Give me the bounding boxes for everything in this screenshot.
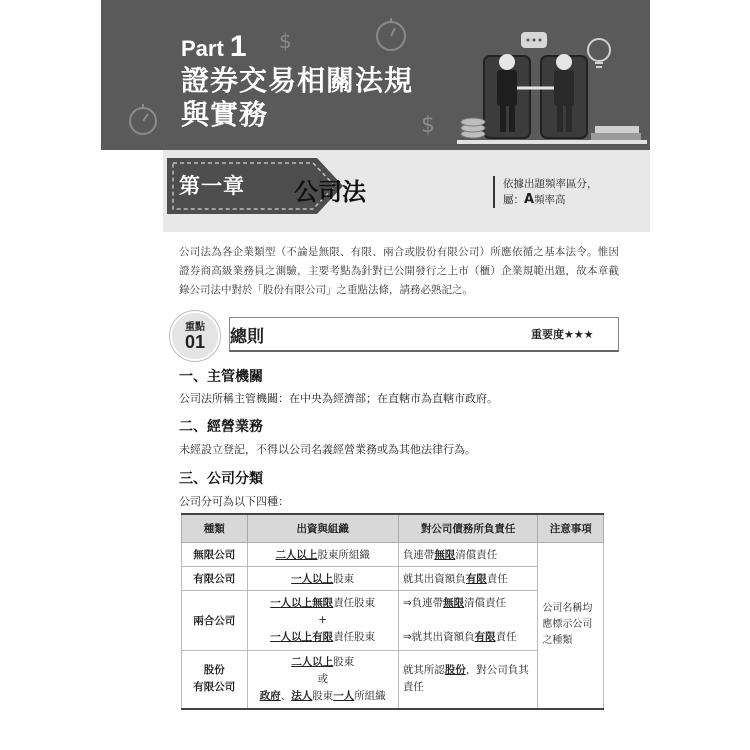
importance-rating: 重要度★★★ <box>531 328 594 341</box>
cell-capital: 二人以上股東所組織 <box>247 543 398 567</box>
part-title: 證券交易相關法規 與實務 <box>181 64 414 131</box>
dollar-icon-2: $ <box>421 113 435 138</box>
cell-capital: 一人以上無限責任股東 + 一人以上有限責任股東 <box>247 591 398 651</box>
cell-liability: 就其所認股份，對公司負其責任 <box>398 651 538 709</box>
cell-liability: ⇒負連帶無限清償責任 ⇒就其出資額負有限責任 <box>398 591 538 651</box>
cell-notes: 公司名稱均應標示公司之種類 <box>538 543 604 709</box>
point-title: 總則 <box>230 327 264 347</box>
section-text-authority: 公司法所稱主管機關：在中央為經濟部；在直轄市為直轄市政府。 <box>179 392 498 405</box>
chapter-title: 公司法 <box>294 178 366 206</box>
cell-type: 兩合公司 <box>182 591 248 651</box>
section-heading-classification: 三、公司分類 <box>179 471 263 487</box>
company-types-table <box>181 513 604 710</box>
col-header-type: 種類 <box>182 514 248 543</box>
part-header-banner <box>101 0 650 150</box>
cell-capital: 二人以上股東 或 政府、法人股東一人所組織 <box>247 651 398 709</box>
chapter-intro: 公司法為各企業類型（不論是無限、有限、兩合或股份有限公司）所應依循之基本法令。惟因證券商高級業務員之測驗，主要考點為針對已公開發行之上市（櫃）企業規範出題，故本章截錄公司法中對於「股份有限公司」之重點法條，請務必熟記之。 <box>179 246 619 296</box>
part-label: Part 1 <box>181 30 247 63</box>
cell-liability: 就其出資額負有限責任 <box>398 567 538 591</box>
section-heading-authority: 一、主管機關 <box>179 369 263 385</box>
books-stack <box>591 126 641 140</box>
stopwatch-icon <box>130 104 156 134</box>
table-row <box>182 543 604 567</box>
section-text-business: 未經設立登記，不得以公司名義經營業務或為其他法律行為。 <box>179 443 476 456</box>
section-heading-business: 二、經營業務 <box>179 419 263 435</box>
chapter-number: 第一章 <box>179 174 245 198</box>
ground-line <box>457 140 647 144</box>
col-header-notes: 注意事項 <box>538 514 604 543</box>
cell-type: 無限公司 <box>182 543 248 567</box>
dollar-icon: $ <box>279 29 292 53</box>
cell-capital: 一人以上股東 <box>247 567 398 591</box>
point-badge: 重點 01 <box>170 311 220 361</box>
cell-type: 有限公司 <box>182 567 248 591</box>
frequency-grade: A <box>524 192 535 207</box>
book-page <box>101 0 650 750</box>
cell-liability: 負連帶無限清償責任 <box>398 543 538 567</box>
col-header-capital: 出資與組織 <box>247 514 398 543</box>
section-text-classification: 公司分可為以下四種： <box>179 495 289 508</box>
lightbulb-icon <box>588 39 610 67</box>
table-header-row <box>182 514 604 543</box>
coins-stack <box>461 118 485 138</box>
clock-icon <box>377 18 405 50</box>
part-number: 1 <box>229 30 247 63</box>
frequency-note: 依據出題頻率區分， 屬：A頻率高 <box>493 176 598 208</box>
col-header-liability: 對公司債務所負責任 <box>398 514 538 543</box>
cell-type: 股份 有限公司 <box>182 651 248 709</box>
